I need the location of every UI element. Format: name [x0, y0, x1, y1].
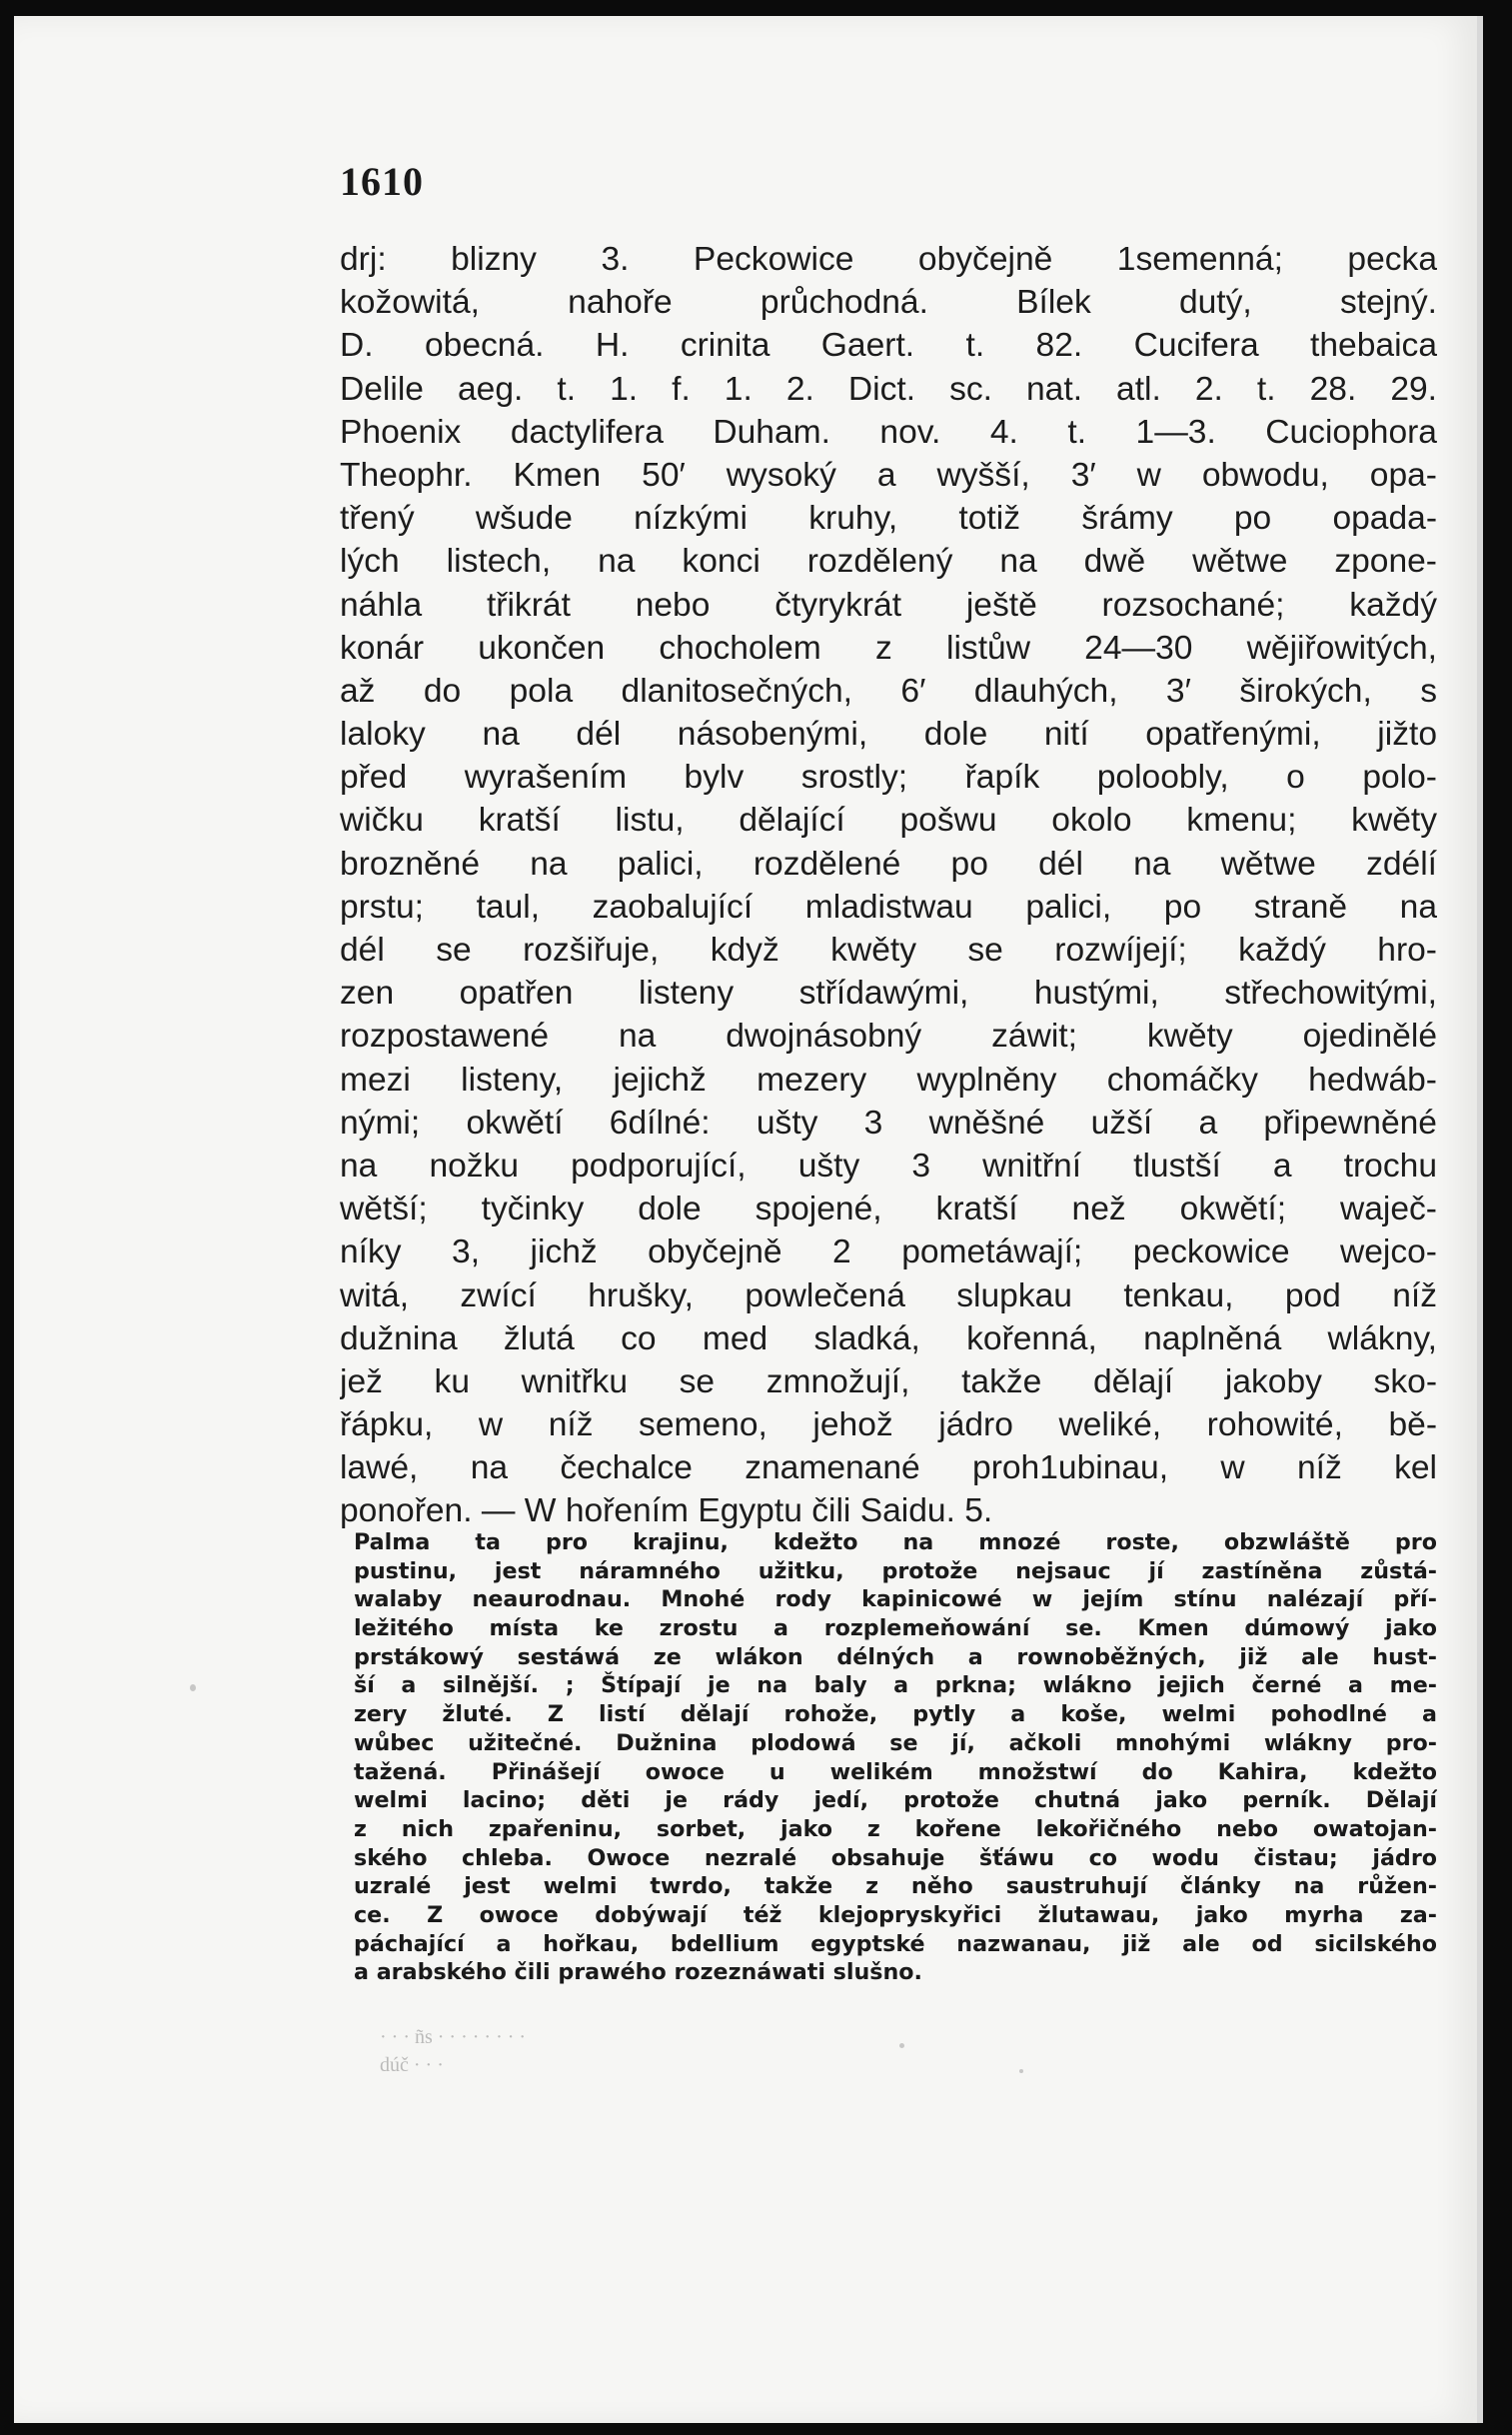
text-line: mezi listeny, jejichž mezery wyplněny chomáčky hedwáb-: [340, 1061, 1437, 1099]
text-line: wičku kratší listu, dělající pošwu okolo kmenu; kwěty: [340, 802, 1437, 840]
text-line: třený wšude nízkými kruhy, totiž šrámy po opada-: [340, 500, 1437, 538]
footnote-line: ského chleba. Owoce nezralé obsahuje šťáwu co wodu čistau; jádro: [354, 1844, 1437, 1871]
footnote-line: pustinu, jest náramného užitku, protože nejsauc jí zastíněna zůstá-: [354, 1557, 1437, 1584]
text-line: kožowitá, nahoře průchodná. Bílek dutý, stejný.: [340, 284, 1437, 322]
text-line: náhla třikrát nebo čtyrykrát ještě rozsochané; každý: [340, 586, 1437, 624]
show-through-text: [380, 2023, 1429, 2163]
text-line: na nožku podporující, ušty 3 wnitřní tlustší a trochu: [340, 1147, 1437, 1185]
ink-smudge: [190, 1684, 196, 1691]
footnote-line: wůbec užitečné. Dužnina plodowá se jí, ačkoli mnohými wlákny pro-: [354, 1729, 1437, 1756]
footnote-line: tažená. Přinášejí owoce u welikém množstwí do Kahira, kdežto: [354, 1758, 1437, 1785]
text-line: řápku, w níž semeno, jehož jádro weliké, rohowité, bě-: [340, 1406, 1437, 1444]
text-line: Delile aeg. t. 1. f. 1. 2. Dict. sc. nat. atl. 2. t. 28. 29.: [340, 370, 1437, 408]
footnote-line: ce. Z owoce dobýwají též klejopryskyřici žlutawau, jako myrha za-: [354, 1901, 1437, 1928]
footnote-line: walaby neaurodnau. Mnohé rody kapinicowé w jejím stínu nalézají pří-: [354, 1586, 1437, 1613]
text-line: D. obecná. H. crinita Gaert. t. 82. Cucifera thebaica: [340, 327, 1437, 365]
show-through-fragment: dúč · · ·: [380, 2054, 444, 2076]
text-line: Phoenix dactylifera Duham. nov. 4. t. 1—3. Cuciophora: [340, 413, 1437, 451]
footnote-line: ležitého místa ke zrostu a rozplemeňowání se. Kmen dúmowý jako: [354, 1615, 1437, 1642]
text-line: witá, zwící hrušky, powlečená slupkau tenkau, pod níž: [340, 1276, 1437, 1314]
text-line: rozpostawené na dwojnásobný záwit; kwěty ojedinělé: [340, 1018, 1437, 1056]
footnote-line: uzralé jest welmi twrdo, takže z něho saustruhují články na růžen-: [354, 1873, 1437, 1900]
text-line: před wyrašením bylv srostly; řapík poloobly, o polo-: [340, 759, 1437, 797]
footnote-line: ší a silnější. ; Štípají je na baly a prkna; wlákno jejich černé a me-: [354, 1672, 1437, 1699]
footnote-line: prstákowý sestáwá ze wlákon délných a rownoběžných, již ale hust-: [354, 1643, 1437, 1670]
text-line: Theophr. Kmen 50′ wysoký a wyšší, 3′ w obwodu, opa-: [340, 456, 1437, 494]
show-through-fragment: · · · ñs · · · · · · · ·: [380, 2026, 527, 2048]
main-text-block: [340, 238, 1437, 1533]
text-line: lých listech, na konci rozdělený na dwě wětwe zpone-: [340, 543, 1437, 581]
footnote-line: Palma ta pro krajinu, kdežto na mnozé roste, obzwláště pro: [354, 1529, 1437, 1555]
text-line: brozněné na palici, rozdělené po dél na wětwe zdélí: [340, 845, 1437, 883]
footnote-line: welmi lacino; děti je rády jedí, protože chutná jako perník. Dělají: [354, 1787, 1437, 1814]
text-line: dél se rozšiřuje, když kwěty se rozwíjejí; každý hro-: [340, 932, 1437, 969]
footnote-line: páchající a hořkau, bdellium egyptské nazwanau, již ale od sicilského: [354, 1930, 1437, 1957]
page-number: 1610: [340, 159, 424, 204]
footnote-line: a arabského čili prawého rozeznáwati slušno.: [354, 1959, 922, 1986]
text-line: prstu; taul, zaobalující mladistwau palici, po straně na: [340, 888, 1437, 926]
text-line: jež ku wnitřku se zmnožují, takže dělají jakoby sko-: [340, 1362, 1437, 1400]
ink-smudge: [1019, 2069, 1023, 2073]
text-line: zen opatřen listeny střídawými, hustými, střechowitými,: [340, 975, 1437, 1013]
footnote-line: z nich zpařeninu, sorbet, jako z kořene lekořičného nebo owatojan-: [354, 1815, 1437, 1842]
ink-smudge: [899, 2043, 904, 2048]
text-line: drj: blizny 3. Peckowice obyčejně 1semenná; pecka: [340, 241, 1437, 278]
text-line: dužnina žlutá co med sladká, kořenná, naplněná wlákny,: [340, 1319, 1437, 1357]
footnote-line: zery žluté. Z listí dělají rohože, pytly a koše, welmi pohodlné a: [354, 1701, 1437, 1728]
text-line: ponořen. — W hořením Egyptu čili Saidu. 5.: [340, 1492, 993, 1530]
text-line: nými; okwětí 6dílné: ušty 3 wněšné užší a připewněné: [340, 1104, 1437, 1142]
text-line: níky 3, jichž obyčejně 2 pometáwají; peckowice wejco-: [340, 1233, 1437, 1271]
text-line: wětší; tyčinky dole spojené, kratší než okwětí; waječ-: [340, 1191, 1437, 1228]
footnote-block: [354, 1528, 1437, 1987]
text-line: až do pola dlanitosečných, 6′ dlauhých, 3′ širokých, s: [340, 672, 1437, 710]
text-line: konár ukončen chocholem z listůw 24—30 wějiřowitých,: [340, 629, 1437, 667]
text-line: laloky na dél násobenými, dole nití opatřenými, jižto: [340, 716, 1437, 754]
text-line: lawé, na čechalce znamenané proh1ubinau, w níž kel: [340, 1449, 1437, 1487]
